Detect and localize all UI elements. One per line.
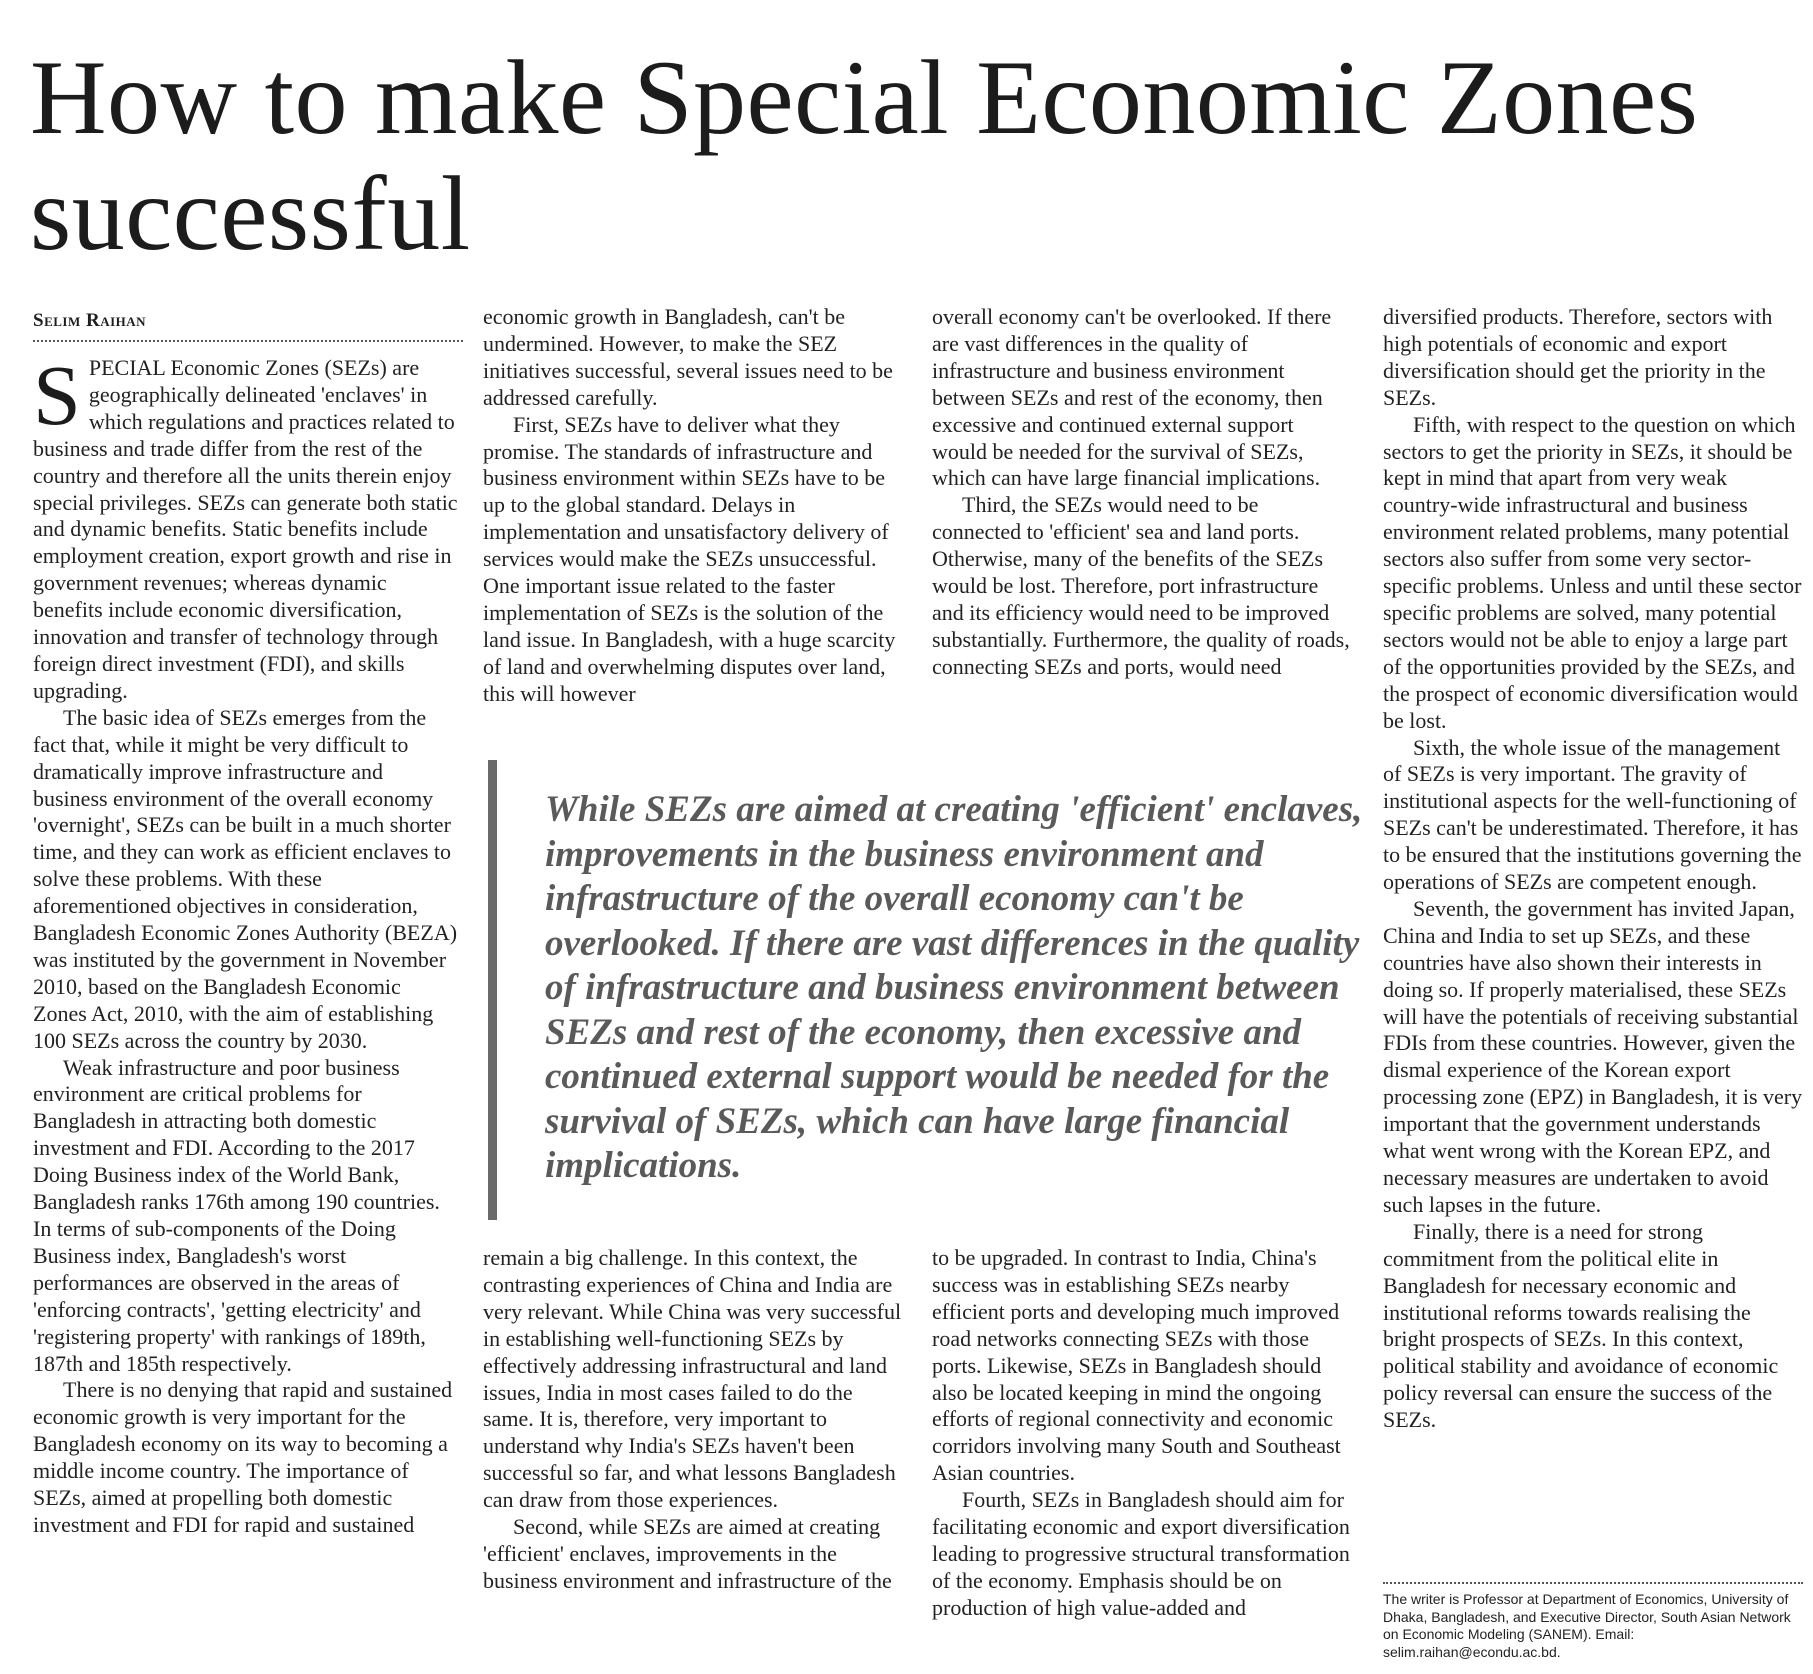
paragraph: Weak infrastructure and poor business environment are critical problems for Bangladesh in attracting both domestic investment and FDI. According to the 2017 Doing Business index of the World Bank, Bangladesh ranks 176th among 190 countries. In terms of sub-components of the Doing Business index, Bangladesh's worst performances are observed in the areas of 'enforcing contracts', 'getting electricity' and 'registering property' with rankings of 189th, 187th and 185th respectively.: [33, 1054, 440, 1376]
paragraph: Seventh, the government has invited Japan, China and India to set up SEZs, and these countries have also shown their interests in doing so. If properly materialised, these SEZs will have the potentials of receiving substantial FDIs from these countries. However, given the dismal experience of the Korean export processing zone (EPZ) in Bangladesh, it is very important that the government understands what went wrong with the Korean EPZ, and necessary measures are undertaken to avoid such lapses in the future.: [1383, 895, 1803, 1217]
paragraph: to be upgraded. In contrast to India, China's success was in establishing SEZs nearby efficient ports and developing much improved road networks connecting SEZs with those ports. Likewise, SEZs in Bangladesh should also be located keeping in mind the ongoing efforts of regional connectivity and economic corridors involving many South and Southeast Asian countries.: [932, 1245, 1341, 1486]
paragraph: Finally, there is a need for strong commitment from the political elite in Bangladesh for necessary economic and institutional reforms towards realising the bright prospects of SEZs. In this context, political stability and avoidance of economic policy reversal can ensure the success of the SEZs.: [1383, 1218, 1779, 1433]
article-column-3-bottom: [932, 1245, 1352, 1622]
article-column-3-top: [932, 304, 1352, 681]
article-column-4: [1383, 304, 1803, 1434]
paragraph: economic growth in Bangladesh, can't be undermined. However, to make the SEZ initiatives successful, several issues need to be addressed carefully.: [483, 304, 893, 410]
paragraph: remain a big challenge. In this context, the contrasting experiences of China and India are very relevant. While China was very successful in establishing well-functioning SEZs by effectively addressing infrastructural and land issues, India in most cases failed to do the same. It is, therefore, very important to understand why India's SEZs haven't been successful so far, and what lessons Bangladesh can draw from those experiences.: [483, 1245, 902, 1513]
paragraph: [33, 347, 458, 705]
paragraph: Third, the SEZs would need to be connected to 'efficient' sea and land ports. Otherwise, many of the benefits of the SEZs would be lost. Therefore, port infrastructure and its efficiency would need to be improved substantially. Furthermore, the quality of roads, connecting SEZs and ports, would need: [932, 492, 1350, 679]
article-column-2-top: [483, 304, 903, 708]
article-headline: How to make Special Economic Zones successful: [30, 39, 1699, 272]
author-byline: Selim Raihan: [33, 310, 463, 342]
drop-cap: S: [33, 347, 81, 443]
author-footnote: The writer is Professor at Department of Economics, University of Dhaka, Bangladesh, and Executive Director, South Asian Network on Economic Modeling (SANEM). Email: selim.raihan@econdu.ac.bd.: [1383, 1582, 1803, 1661]
paragraph: First, SEZs have to deliver what they promise. The standards of infrastructure and business environment within SEZs have to be up to the global standard. Delays in implementation and unsatisfactory delivery of services would make the SEZs unsuccessful. One important issue related to the faster implementation of SEZs is the solution of the land issue. In Bangladesh, with a huge scarcity of land and overwhelming disputes over land, this will however: [483, 411, 896, 706]
pull-quote: [488, 760, 1367, 1220]
paragraph: The basic idea of SEZs emerges from the fact that, while it might be very difficult to dramatically improve infrastructure and business environment of the overall economy 'overnight', SEZs can be built in a much shorter time, and they can work as efficient enclaves to solve these problems. With these aforementioned objectives in consideration, Bangladesh Economic Zones Authority (BEZA) was instituted by the government in November 2010, based on the Bangladesh Economic Zones Act, 2010, with the aim of establishing 100 SEZs across the country by 2030.: [33, 704, 458, 1053]
paragraph: Fourth, SEZs in Bangladesh should aim for facilitating economic and export diversification leading to progressive structural transformation of the economy. Emphasis should be on production of high value-added and: [932, 1487, 1350, 1620]
pull-quote-text: While SEZs are aimed at creating 'efficient' enclaves, improvements in the business environment and infrastructure of the overall economy can't be overlooked. If there are vast differences in the quality of infrastructure and business environment between SEZs and rest of the economy, then excessive and continued external support would be needed for the survival of SEZs, which can have large financial implications.: [545, 789, 1363, 1186]
paragraph-text: PECIAL Economic Zones (SEZs) are geographically delineated 'enclaves' in which regulations and practices related to business and trade differ from the rest of the country and therefore all the units therein enjoy special privileges. SEZs can generate both static and dynamic benefits. Static benefits include employment creation, export growth and rise in government revenues; whereas dynamic benefits include economic diversification, innovation and transfer of technology through foreign direct investment (FDI), and skills upgrading.: [33, 355, 458, 703]
paragraph: overall economy can't be overlooked. If there are vast differences in the quality of infrastructure and business environment between SEZs and rest of the economy, then excessive and continued external support would be needed for the survival of SEZs, which can have large financial implications.: [932, 304, 1332, 491]
article-column-1: [33, 347, 458, 1539]
article-column-2-bottom: [483, 1245, 903, 1595]
paragraph: Second, while SEZs are aimed at creating 'efficient' enclaves, improvements in the business environment and infrastructure of the: [483, 1514, 892, 1593]
paragraph: There is no denying that rapid and sustained economic growth is very important for the Bangladesh economy on its way to becoming a middle income country. The importance of SEZs, aimed at propelling both domestic investment and FDI for rapid and sustained: [33, 1377, 453, 1537]
paragraph: diversified products. Therefore, sectors with high potentials of economic and export diversification should get the priority in the SEZs.: [1383, 304, 1773, 410]
paragraph: Fifth, with respect to the question on which sectors to get the priority in SEZs, it should be kept in mind that apart from very weak country-wide infrastructural and business environment related problems, many potential sectors also suffer from some very sector-specific problems. Unless and until these sector specific problems are solved, many potential sectors would not be able to enjoy a large part of the opportunities provided by the SEZs, and the prospect of economic diversification would be lost.: [1383, 411, 1802, 733]
paragraph: Sixth, the whole issue of the management of SEZs is very important. The gravity of institutional aspects for the well-functioning of SEZs can't be underestimated. Therefore, it has to be ensured that the institutions governing the operations of SEZs are competent enough.: [1383, 734, 1802, 895]
